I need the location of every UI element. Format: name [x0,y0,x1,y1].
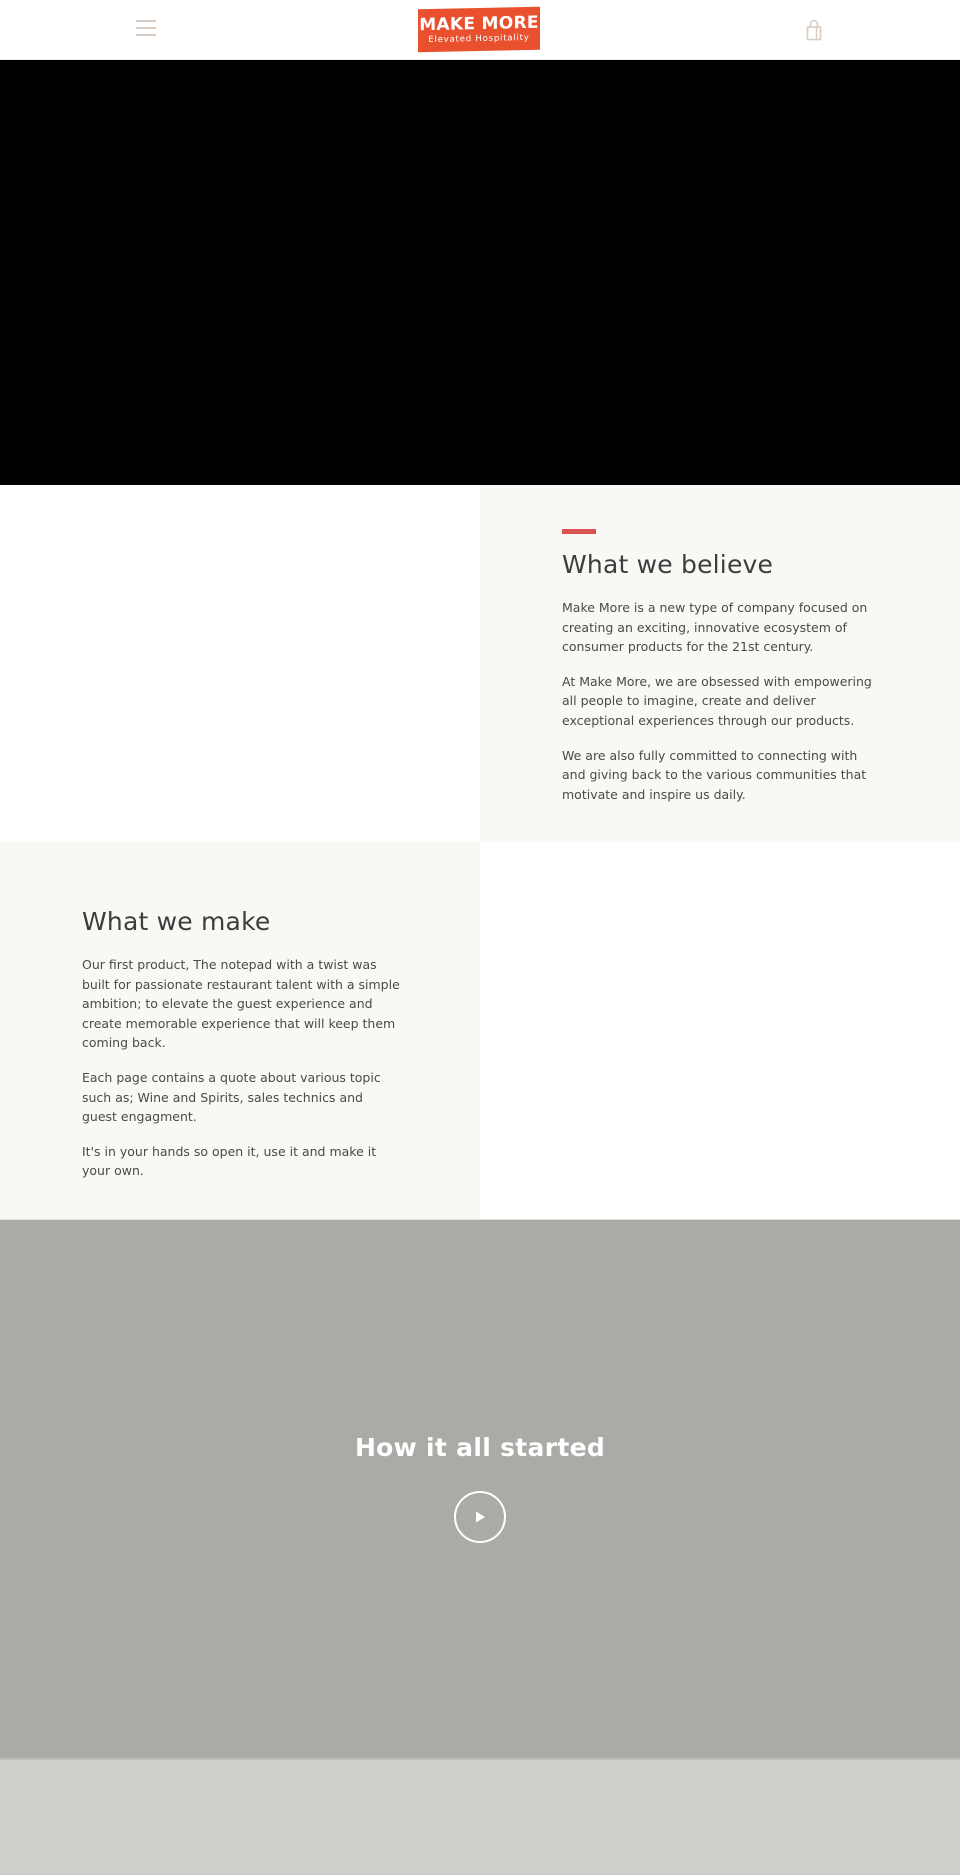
cart-button[interactable] [806,19,822,41]
paragraph: Each page contains a quote about various topic such as; Wine and Spirits, sales technics and guest engagment. [82,1069,381,1125]
logo-subtitle: Elevated Hospitality [428,32,530,45]
logo-link[interactable] [418,7,540,53]
hamburger-menu-icon-line [136,34,156,36]
video-section [0,1219,960,1758]
play-video-button[interactable] [454,1491,506,1543]
menu-button[interactable] [136,20,156,36]
believe-image-placeholder [0,485,480,842]
paragraph: At Make More, we are obsessed with empowering all people to imagine, create and deliver exceptional experiences through our products. [562,673,872,728]
paragraph: It's in your hands so open it, use it and make it your own. [82,1143,377,1179]
hamburger-menu-icon-line [136,27,156,29]
make-image-placeholder [480,842,960,1219]
accent-bar [562,529,596,534]
site-header [0,0,960,60]
shopping-bag-icon [806,19,822,41]
logo-title: MAKE MORE [419,12,539,35]
section-title: What we make [82,907,271,936]
make-text-panel [0,842,480,1219]
believe-text-panel [480,485,960,842]
paragraph: We are also fully committed to connecting with and giving back to the various communities that motivate and inspire us daily. [562,747,867,802]
hamburger-menu-icon-line [136,20,156,22]
what-we-make-section [0,842,960,1219]
what-we-believe-section [0,485,960,842]
hero-video-banner [0,60,960,485]
video-title: How it all started [354,1433,606,1462]
paragraph: Make More is a new type of company focused on creating an exciting, innovative ecosystem of consumer products for the 21st century. [562,600,868,655]
play-icon [473,1510,487,1524]
paragraph: Our first product, The notepad with a twist was built for passionate restaurant talent with a simple ambition; to elevate the guest experience and create memorable experience that will keep them coming back. [82,957,400,1051]
section-title: What we believe [562,550,774,579]
footer-section [0,1758,960,1875]
